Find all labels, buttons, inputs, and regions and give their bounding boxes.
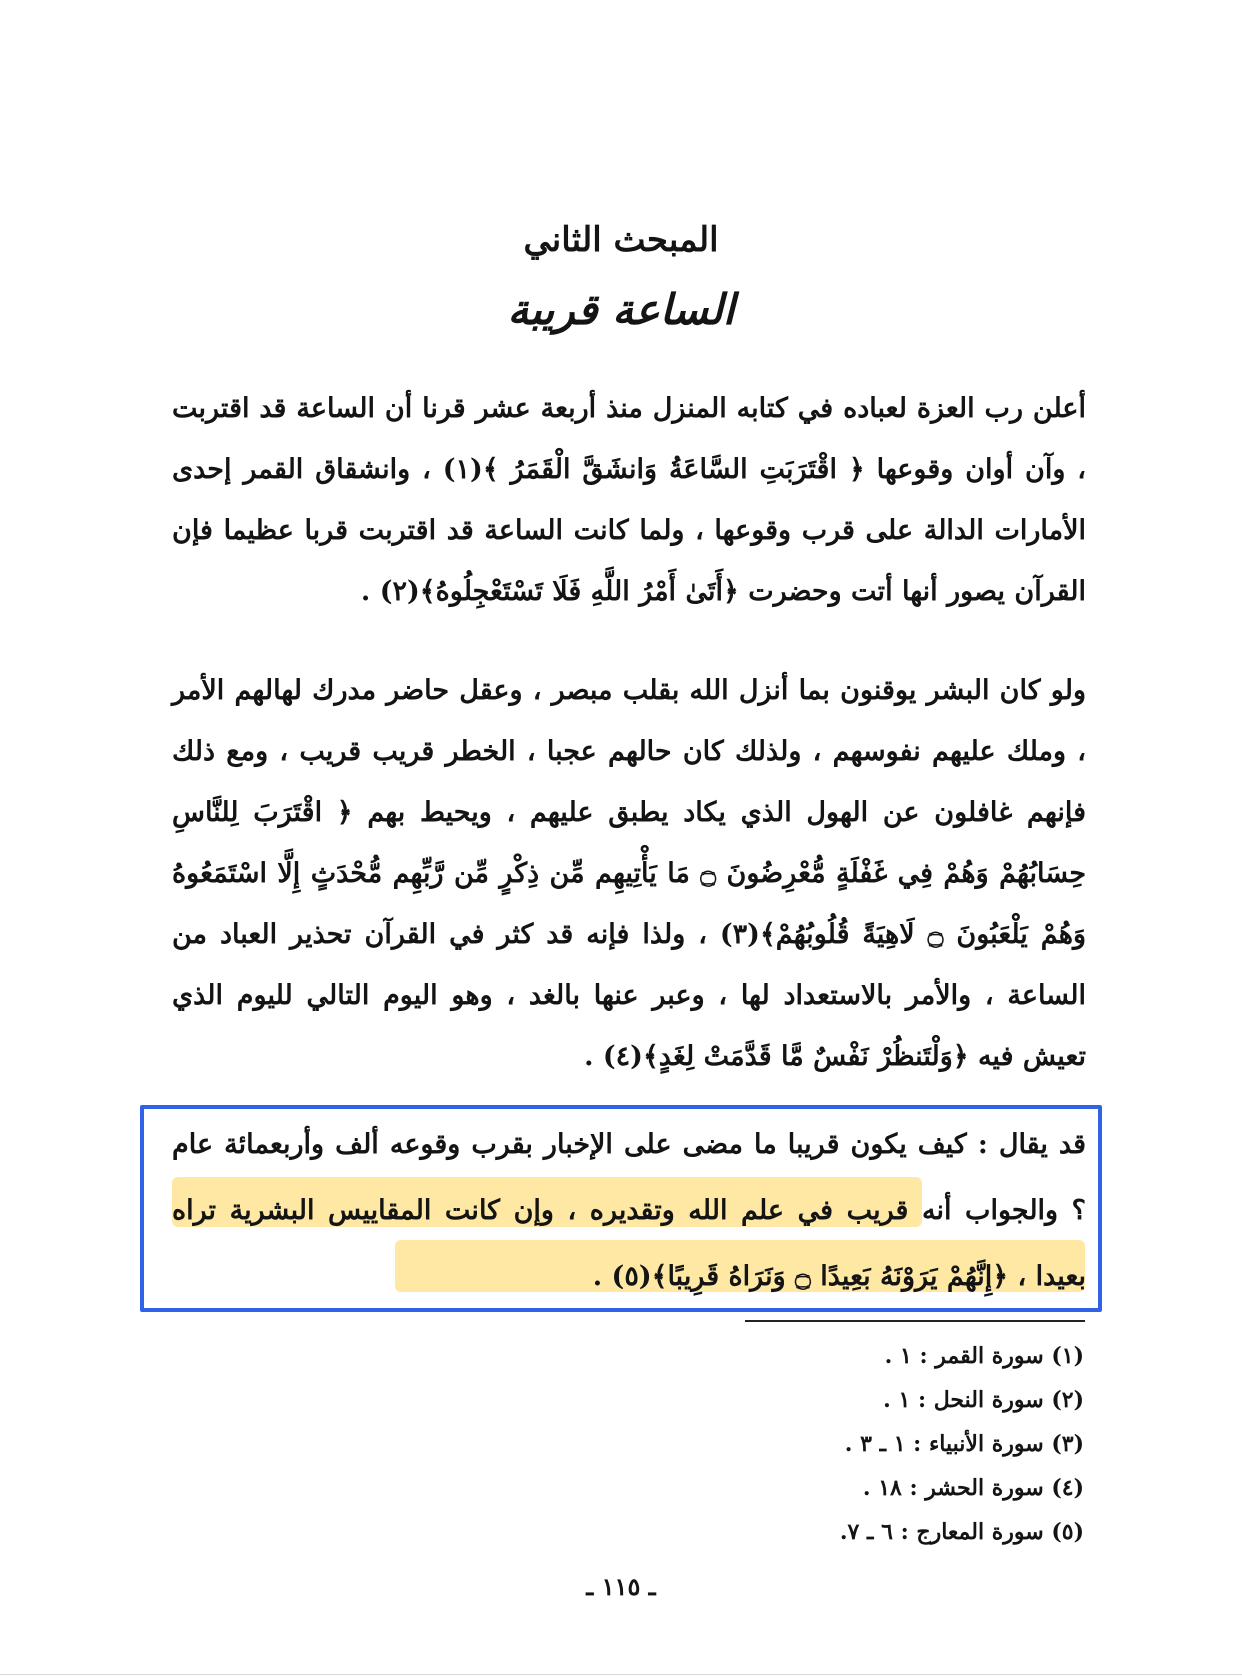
footnote-item: (٣) سورة الأنبياء : ١ ـ ٣ . xyxy=(844,1431,1084,1457)
chapter-title: المبحث الثاني xyxy=(523,220,719,260)
page-number: ـ ١١٥ ـ xyxy=(586,1572,656,1601)
page-bottom-edge xyxy=(0,1674,1242,1675)
footnotes-list xyxy=(600,1334,1084,1554)
paragraph-1: أعلن رب العزة لعباده في كتابه المنزل منذ أربعة عشر قرنا أن الساعة قد اقتربت ، وآن أوان وقوعها ﴿ اقْتَرَبَتِ السَّاعَةُ وَانشَقَّ الْقَمَرُ ﴾(١) ، وانشقاق القمر إحدى الأمارات الدالة على قرب وقوعها ، ولما كانت الساعة قد اقتربت قربا عظيما فإن القرآن يصور أنها أتت وحضرت ﴿أَتَىٰ أَمْرُ اللَّهِ فَلَا تَسْتَعْجِلُوهُ﴾(٢) . xyxy=(172,393,1086,607)
selection-box[interactable] xyxy=(140,1105,1102,1312)
footnote-item: (٤) سورة الحشر : ١٨ . xyxy=(862,1475,1084,1501)
paragraph-2: ولو كان البشر يوقنون بما أنزل الله بقلب مبصر ، وعقل حاضر مدرك لهالهم الأمر ، وملك عليهم نفوسهم ، ولذلك كان حالهم عجبا ، الخطر قريب قريب ، ومع ذلك فإنهم غافلون عن الهول الذي يكاد يطبق عليهم ، ويحيط بهم ﴿ اقْتَرَبَ لِلنَّاسِ حِسَابُهُمْ وَهُمْ فِي غَفْلَةٍ مُّعْرِضُونَ ۝ مَا يَأْتِيهِم مِّن ذِكْرٍ مِّن رَّبِّهِم مُّحْدَثٍ إِلَّا اسْتَمَعُوهُ وَهُمْ يَلْعَبُونَ ۝ لَاهِيَةً قُلُوبُهُمْ﴾(٣) ، ولذا فإنه قد كثر في القرآن تحذير العباد من الساعة ، والأمر بالاستعداد لها ، وعبر عنها بالغد ، وهو اليوم التالي لليوم الذي تعيش فيه ﴿وَلْتَنظُرْ نَفْسٌ مَّا قَدَّمَتْ لِغَدٍ﴾(٤) . xyxy=(172,675,1087,1072)
paragraph-3[interactable]: قد يقال : كيف يكون قريبا ما مضى على الإخبار بقرب وقوعه ألف وأربعمائة عام ؟ والجواب أنه قريب في علم الله وتقديره ، وإن كانت المقاييس البشرية تراه بعيدا ، ﴿إِنَّهُمْ يَرَوْنَهُ بَعِيدًا ۝ وَنَرَاهُ قَرِيبًا﴾(٥) . xyxy=(172,1129,1086,1292)
footnote-item: (٢) سورة النحل : ١ . xyxy=(883,1387,1084,1413)
chapter-subtitle: الساعة قريبة xyxy=(507,285,735,334)
footnote-divider xyxy=(745,1320,1085,1322)
footnote-item: (٥) سورة المعارج : ٦ ـ ٧. xyxy=(839,1519,1084,1545)
footnote-item: (١) سورة القمر : ١ . xyxy=(884,1343,1084,1369)
